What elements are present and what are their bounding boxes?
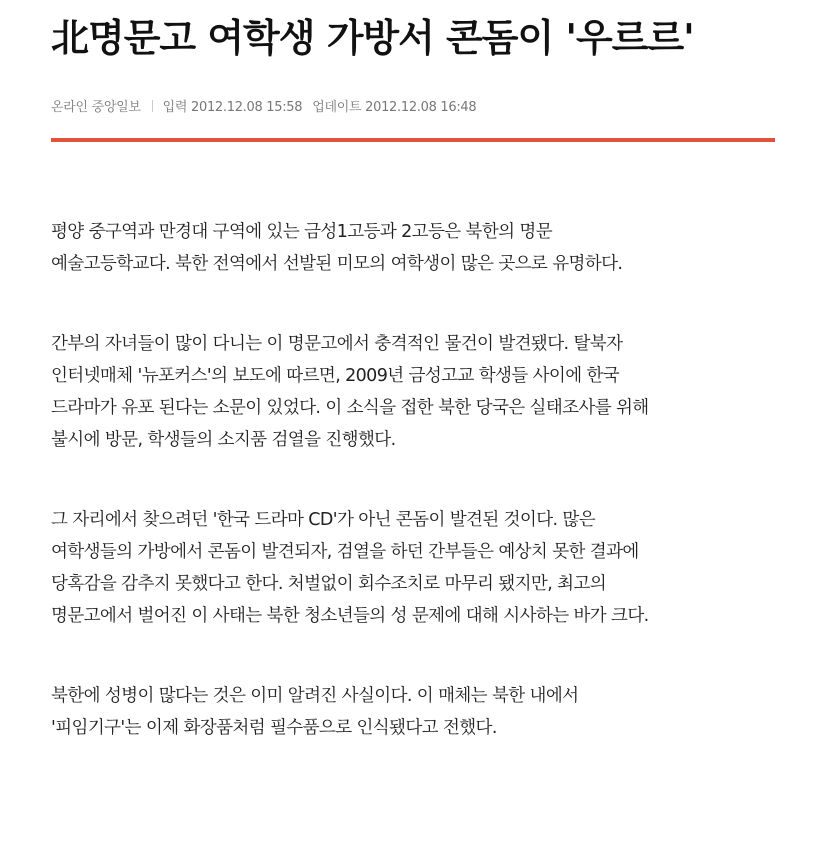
article-paragraph-2: [51, 328, 775, 456]
paragraph-line: 북한에 성병이 많다는 것은 이미 알려진 사실이다. 이 매체는 북한 내에서: [51, 686, 579, 706]
paragraph-line: 그 자리에서 찾으려던 '한국 드라마 CD'가 아닌 콘돔이 발견된 것이다. 많은: [51, 510, 596, 530]
article-byline: [51, 97, 775, 119]
article-paragraph-1: [51, 216, 775, 280]
paragraph-line: 명문고에서 벌어진 이 사태는 북한 청소년들의 성 문제에 대해 시사하는 바가 크다.: [51, 606, 649, 626]
update-time: 2012.12.08 16:48: [365, 100, 477, 115]
article-paragraph-4: [51, 680, 775, 744]
input-label: 입력: [162, 100, 188, 115]
paragraph-line: 간부의 자녀들이 많이 다니는 이 명문고에서 충격적인 물건이 발견됐다. 탈북자: [51, 334, 623, 354]
paragraph-line: 평양 중구역과 만경대 구역에 있는 금성1고등과 2고등은 북한의 명문: [51, 222, 553, 242]
paragraph-line: 당혹감을 감추지 못했다고 한다. 처벌없이 회수조치로 마무리 됐지만, 최고의: [51, 574, 607, 594]
input-time: 2012.12.08 15:58: [191, 100, 303, 115]
paragraph-line: 예술고등학교다. 북한 전역에서 선발된 미모의 여학생이 많은 곳으로 유명하다.: [51, 254, 623, 274]
paragraph-line: 인터넷매체 '뉴포커스'의 보도에 따르면, 2009년 금성고교 학생들 사이에 한국: [51, 366, 620, 386]
article-paragraph-3: [51, 504, 775, 632]
paragraph-line: 여학생들의 가방에서 콘돔이 발견되자, 검열을 하던 간부들은 예상치 못한 결과에: [51, 542, 639, 562]
byline-divider: [152, 100, 153, 112]
source-name[interactable]: 온라인 중앙일보: [51, 100, 141, 115]
article-headline: 北명문고 여학생 가방서 콘돔이 '우르르': [51, 16, 694, 60]
paragraph-line: '피임기구'는 이제 화장품처럼 필수품으로 인식됐다고 전했다.: [51, 718, 497, 738]
headline-divider-rule: [51, 138, 775, 142]
update-label: 업데이트: [312, 100, 362, 115]
article-body: [51, 216, 775, 744]
article: [51, 0, 775, 792]
paragraph-line: 불시에 방문, 학생들의 소지품 검열을 진행했다.: [51, 430, 396, 450]
paragraph-line: 드라마가 유포 된다는 소문이 있었다. 이 소식을 접한 북한 당국은 실태조사를 위해: [51, 398, 649, 418]
